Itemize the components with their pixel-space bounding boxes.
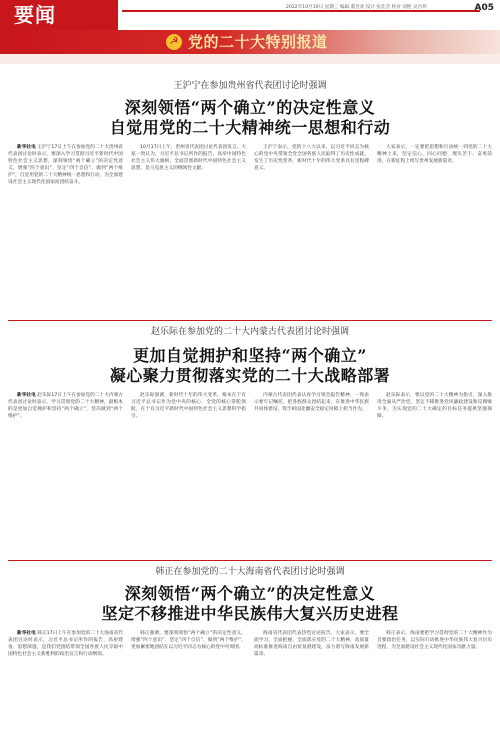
body-paragraph: 赵乐际强调，新时代十年的伟大变革，根本在于有习近平总书记作为党中央的核心、全党的核心掌舵领航，在于有习近平新时代中国特色社会主义思想科学指引。 — [131, 393, 246, 420]
story-lead: 新华社电 — [17, 145, 36, 150]
body-column — [131, 392, 246, 552]
body-paragraph: 赵乐际表示，要以党的二十大精神为指引，深入推进全面从严治党，坚定不移推进党风廉政建设和反腐败斗争，为实现党的二十大确定的目标任务提供坚强保障。 — [377, 393, 492, 420]
body-paragraph: 10月17日上午，贵州省代表团讨论代表团发言。大家一致认为，习近平总书记所作的报告，高举中国特色社会主义伟大旗帜，全面贯彻新时代中国特色社会主义思想，是马克思主义的纲领性文献。 — [131, 145, 246, 172]
story-hainan — [8, 566, 492, 752]
story-headline-line2: 凝心聚力贯彻落实党的二十大战略部署 — [109, 366, 391, 385]
body-column — [8, 144, 123, 302]
issue-info: 2022年10月19日 星期三 编辑 董昱欢 设计 张佳音 校对 刘艳 吴丹玥 — [286, 5, 427, 10]
story-subhead: 赵乐际在参加党的二十大内蒙古代表团讨论时强调 — [150, 327, 349, 337]
story-headline-line1: 深刻领悟“两个确立”的决定性意义 — [124, 98, 376, 117]
section-label: 要闻 — [0, 0, 118, 30]
story-inner-mongolia — [8, 326, 492, 552]
story-guizhou — [8, 80, 492, 302]
story-lead: 新华社电 — [17, 393, 36, 398]
story-subhead: 韩正在参加党的二十大海南省代表团讨论时强调 — [155, 567, 345, 577]
body-paragraph: 韩正强调，要深刻领悟“两个确立”的决定性意义，增强“四个意识”、坚定“四个自信”、做到“两个维护”，更加紧密地团结在以习近平同志为核心的党中央周围。 — [131, 631, 246, 651]
story-body — [8, 630, 492, 752]
body-column — [377, 392, 492, 552]
story-headline-line2: 自觉用党的二十大精神统一思想和行动 — [109, 118, 391, 137]
story-divider — [8, 320, 492, 321]
body-column — [131, 144, 246, 302]
story-lead: 新华社电 — [17, 631, 36, 636]
party-emblem-icon: ☭ — [166, 34, 182, 50]
body-column — [131, 630, 246, 752]
page-number: A05 — [474, 3, 494, 13]
story-divider — [8, 560, 492, 561]
story-headline-line1: 更加自觉拥护和坚持“两个确立” — [133, 346, 367, 365]
body-paragraph: 海南省代表团代表热烈讨论报告。大家表示，要全面学习、全面把握、全面落实党的二十大精神，高质量高标准推进海南自由贸易港建设，奋力谱写海南发展新篇章。 — [254, 631, 369, 658]
body-paragraph: 王沪宁表示，党的十八大以来，以习近平同志为核心的党中央带领全党全国各族人民取得了历史性成就、发生了历史性变革，新时代十年的伟大变革具有里程碑意义。 — [254, 145, 369, 172]
band-underlay — [0, 54, 500, 64]
body-column — [377, 630, 492, 752]
body-column — [254, 392, 369, 552]
body-paragraph: 韩正表示，海南要把学习贯彻党的二十大精神作为首要政治任务，以实际行动推进中华民族伟大复兴历史进程，为全面建设社会主义现代化国家贡献力量。 — [377, 631, 492, 651]
body-paragraph: 韩正17日上午在参加党的二十大海南省代表团讨论时表示，习近平总书记所作的报告，高屋建瓴、思想深邃，是我们党团结带领全国各族人民夺取中国特色社会主义新胜利的政治宣言和行动纲领。 — [8, 631, 123, 658]
story-subhead: 王沪宁在参加贵州省代表团讨论时强调 — [173, 81, 327, 91]
masthead-rule — [122, 10, 480, 12]
story-headline-line2: 坚定不移推进中华民族伟大复兴历史进程 — [101, 604, 399, 623]
special-report-title: 党的二十大特别报道 — [188, 33, 328, 51]
body-paragraph: 王沪宁17日上午在参加党的二十大贵州省代表团讨论时表示，要深入学习贯彻习近平新时代中国特色社会主义思想，深刻领悟“两个确立”的决定性意义，增强“四个意识”、坚定“四个自信”、做到“两个维护”，自觉用党的二十大精神统一思想和行动，为全面建设社会主义现代化国家而团结奋斗。 — [8, 145, 123, 186]
body-column — [254, 630, 369, 752]
story-body — [8, 392, 492, 552]
story-body — [8, 144, 492, 302]
story-headline-line1: 深刻领悟“两个确立”的决定性意义 — [124, 584, 376, 603]
body-column — [377, 144, 492, 302]
body-paragraph: 内蒙古代表团代表认真学习领会报告精神，一致表示要牢记嘱托，把各族群众团结起来，在推进中华民族共同体建设、筑牢祖国北疆安全稳定屏障上担当作为。 — [254, 393, 369, 413]
body-paragraph: 赵乐际17日上午在参加党的二十大内蒙古代表团讨论时表示，学习贯彻党的二十大精神，最根本的是更加自觉拥护和坚持“两个确立”，坚决做到“两个维护”。 — [8, 393, 123, 420]
body-column — [254, 144, 369, 302]
masthead — [0, 0, 500, 30]
body-paragraph: 大家表示，一定要把思想和行动统一到党的二十大精神上来，坚定信心、同心同德，埋头苦干、奋勇前进，在新征程上续写贵州发展新篇章。 — [377, 145, 492, 165]
body-column — [8, 630, 123, 752]
special-report-band — [0, 30, 500, 54]
body-column — [8, 392, 123, 552]
